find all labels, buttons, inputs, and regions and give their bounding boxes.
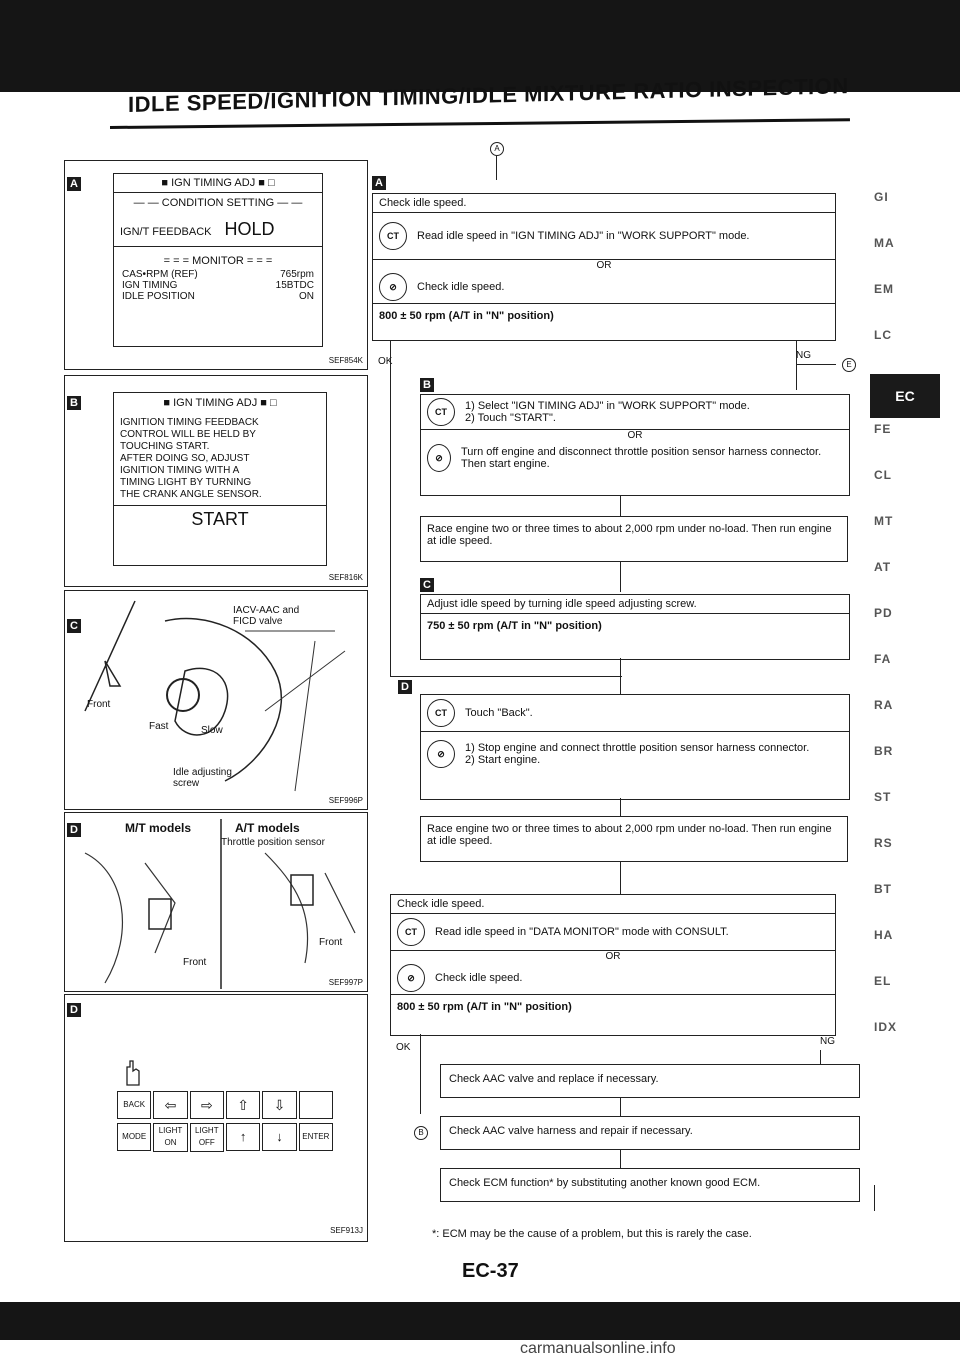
start-button[interactable]: START xyxy=(114,505,326,533)
figure-code: SEF854K xyxy=(328,356,363,365)
or-divider: OR xyxy=(596,260,612,271)
step-tag: C xyxy=(420,578,434,592)
condition-setting-label: — — CONDITION SETTING — — xyxy=(133,197,303,209)
consult-row: CT Read idle speed in "DATA MONITOR" mode with CONSULT. xyxy=(391,914,835,951)
keypad xyxy=(117,1091,333,1152)
feedback-row: IGN/T FEEDBACK HOLD xyxy=(114,213,322,247)
connector xyxy=(620,1150,621,1168)
connector xyxy=(820,1050,821,1064)
step-title: Check idle speed. xyxy=(391,895,835,914)
ok-connector xyxy=(420,1034,421,1114)
monitor-row: CAS•RPM (REF) 765rpm xyxy=(122,269,314,280)
tab-mt[interactable]: MT xyxy=(874,514,894,528)
panel-a xyxy=(64,160,368,370)
ign-timing-box xyxy=(420,394,850,496)
ng-label: NG xyxy=(820,1036,835,1047)
connector xyxy=(620,676,621,696)
ok-label: OK xyxy=(396,1042,411,1053)
panel-c xyxy=(64,590,368,810)
aac-valve-box: Check AAC valve and replace if necessary. xyxy=(440,1064,860,1098)
no-consult-icon: ⊘ xyxy=(379,273,407,301)
adjust-idle-box xyxy=(420,594,850,660)
step-tag: D xyxy=(398,680,412,694)
no-consult-icon: ⊘ xyxy=(427,444,451,472)
tab-st[interactable]: ST xyxy=(874,790,892,804)
step-text: Adjust idle speed by turning idle speed adjusting screw. xyxy=(421,595,849,614)
figure-code: SEF996P xyxy=(328,796,363,805)
spec-value: 800 ± 50 rpm (A/T in "N" position) xyxy=(397,1001,572,1013)
no-consult-row: ⊘ Check idle speed. xyxy=(391,962,835,995)
tab-cl[interactable]: CL xyxy=(874,468,892,482)
down-key[interactable]: ⇩ xyxy=(262,1091,296,1119)
connector xyxy=(620,496,621,516)
connector xyxy=(620,1098,621,1116)
connector xyxy=(874,1185,875,1211)
or-divider: OR xyxy=(627,430,643,441)
watermark: carmanualsonline.info xyxy=(520,1340,676,1357)
feedback-value: HOLD xyxy=(224,219,275,239)
consult-screen xyxy=(113,392,327,566)
scroll-down-key[interactable]: ↓ xyxy=(262,1123,296,1151)
check-idle-speed-box xyxy=(390,894,836,1036)
ng-branch xyxy=(796,364,836,365)
sensor-label: Throttle position sensor xyxy=(221,837,325,848)
footnote: *: ECM may be the cause of a problem, but this is rarely the case. xyxy=(432,1228,752,1240)
no-consult-icon: ⊘ xyxy=(427,740,455,768)
consult-icon: CT xyxy=(427,699,455,727)
race-engine-box: Race engine two or three times to about 2,000 rpm under no-load. Then run engine at idle speed. xyxy=(420,516,848,562)
enter-key[interactable]: ENTER xyxy=(299,1123,333,1151)
tab-el[interactable]: EL xyxy=(874,974,892,988)
monitor-row: IGN TIMING 15BTDC xyxy=(122,280,314,291)
panel-tag: A xyxy=(67,177,81,191)
connector xyxy=(496,156,497,180)
screen-header: ■ IGN TIMING ADJ ■ □ xyxy=(114,174,322,193)
marker-b: B xyxy=(414,1126,428,1140)
no-consult-row: ⊘ Turn off engine and disconnect throttle position sensor harness connector. Then start engine. xyxy=(421,441,849,475)
footer-band xyxy=(0,1302,960,1340)
consult-icon: CT xyxy=(427,398,455,426)
tab-ra[interactable]: RA xyxy=(874,698,894,712)
front-label: Front xyxy=(319,937,343,948)
spec-value: 800 ± 50 rpm (A/T in "N" position) xyxy=(379,310,554,322)
slow-label: Slow xyxy=(201,725,223,736)
consult-row: CT Touch "Back". xyxy=(421,695,849,732)
marker-e: E xyxy=(842,358,856,372)
connector xyxy=(796,340,797,390)
right-key[interactable]: ⇨ xyxy=(190,1091,224,1119)
ok-connector xyxy=(390,340,391,676)
section-index xyxy=(874,190,924,1066)
hand-icon xyxy=(121,1059,143,1087)
or-divider: OR xyxy=(605,951,621,962)
spec-value: 750 ± 50 rpm (A/T in "N" position) xyxy=(427,620,602,632)
step-tag: B xyxy=(420,378,434,392)
front-label: Front xyxy=(87,699,111,710)
monitor-list xyxy=(114,269,322,302)
consult-icon: CT xyxy=(379,222,407,250)
fast-label: Fast xyxy=(149,721,169,732)
race-engine-box: Race engine two or three times to about 2,000 rpm under no-load. Then run engine at idle speed. xyxy=(420,816,848,862)
no-consult-icon: ⊘ xyxy=(397,964,425,992)
restore-box xyxy=(420,694,850,800)
mode-key[interactable]: MODE xyxy=(117,1123,151,1151)
consult-row: CT Read idle speed in "IGN TIMING ADJ" in "WORK SUPPORT" mode. xyxy=(373,213,835,260)
figure-code: SEF997P xyxy=(328,978,363,987)
tab-lc[interactable]: LC xyxy=(874,328,892,342)
step-title: Check idle speed. xyxy=(373,194,835,213)
figure-code: SEF816K xyxy=(328,573,363,582)
back-key[interactable]: BACK xyxy=(117,1091,151,1119)
monitor-label: = = = MONITOR = = = xyxy=(163,255,273,267)
tab-br[interactable]: BR xyxy=(874,744,894,758)
screw-label: Idle adjusting screw xyxy=(173,767,232,789)
connector xyxy=(620,798,621,816)
instruction-text: IGNITION TIMING FEEDBACK CONTROL WILL BE HELD BY TOUCHING START. AFTER DOING SO, ADJUST IGNITION TIMING WITH A TIMING LIGHT BY TURNING THE CRANK ANGLE SENSOR. xyxy=(120,417,262,500)
ecm-box: Check ECM function* by substituting another known good ECM. xyxy=(440,1168,860,1202)
tab-bt[interactable]: BT xyxy=(874,882,892,896)
tab-ma[interactable]: MA xyxy=(874,236,895,250)
screen-header: ■ IGN TIMING ADJ ■ □ xyxy=(163,397,277,409)
panel-tag: B xyxy=(67,396,81,410)
scroll-up-key[interactable]: ↑ xyxy=(226,1123,260,1151)
tab-fa[interactable]: FA xyxy=(874,652,892,666)
check-idle-speed-box xyxy=(372,193,836,341)
left-key[interactable]: ⇦ xyxy=(153,1091,187,1119)
panel-tag: C xyxy=(67,619,81,633)
light-on-key[interactable]: LIGHT ON xyxy=(153,1123,187,1152)
page-title: IDLE SPEED/IGNITION TIMING/IDLE MIXTURE RATIO INSPECTION xyxy=(128,73,849,117)
no-consult-row: ⊘ Check idle speed. xyxy=(373,271,835,304)
connector xyxy=(620,562,621,592)
tab-ec-active[interactable]: EC xyxy=(870,374,940,418)
step-tag: A xyxy=(372,176,386,190)
tab-at[interactable]: AT xyxy=(874,560,892,574)
tab-em[interactable]: EM xyxy=(874,282,894,296)
ok-label: OK xyxy=(378,356,393,367)
tab-rs[interactable]: RS xyxy=(874,836,893,850)
connector xyxy=(620,658,621,676)
consult-row: CT 1) Select "IGN TIMING ADJ" in "WORK SUPPORT" mode. 2) Touch "START". xyxy=(421,395,849,430)
consult-icon: CT xyxy=(397,918,425,946)
tab-gi[interactable]: GI xyxy=(874,190,889,204)
tab-idx[interactable]: IDX xyxy=(874,1020,898,1034)
monitor-row: IDLE POSITION ON xyxy=(122,291,314,302)
entry-marker: A xyxy=(490,142,504,156)
up-key[interactable]: ⇧ xyxy=(226,1091,260,1119)
panel-b xyxy=(64,375,368,587)
ng-label: NG xyxy=(796,350,811,361)
blank-key[interactable] xyxy=(299,1091,333,1119)
panel-tag: D xyxy=(67,823,81,837)
page-number: EC-37 xyxy=(462,1260,519,1282)
valve-label: IACV-AAC and FICD valve xyxy=(233,605,300,627)
panel-d-keypad xyxy=(64,994,368,1242)
front-label: Front xyxy=(183,957,207,968)
panel-d-illustration xyxy=(64,812,368,992)
tab-ha[interactable]: HA xyxy=(874,928,894,942)
consult-screen xyxy=(113,173,323,347)
figure-code: SEF913J xyxy=(330,1226,363,1235)
panel-tag: D xyxy=(67,1003,81,1017)
tab-fe[interactable]: FE xyxy=(874,422,892,436)
mt-models-label: M/T models xyxy=(125,821,192,835)
merge-line xyxy=(390,676,622,677)
at-models-label: A/T models xyxy=(235,821,300,835)
light-off-key[interactable]: LIGHT OFF xyxy=(190,1123,224,1152)
connector xyxy=(620,862,621,894)
sensor-illustration xyxy=(65,813,367,991)
tab-pd[interactable]: PD xyxy=(874,606,893,620)
title-underline xyxy=(110,118,850,129)
no-consult-row: ⊘ 1) Stop engine and connect throttle position sensor harness connector. 2) Start engine. xyxy=(421,732,849,776)
aac-harness-box: Check AAC valve harness and repair if necessary. xyxy=(440,1116,860,1150)
